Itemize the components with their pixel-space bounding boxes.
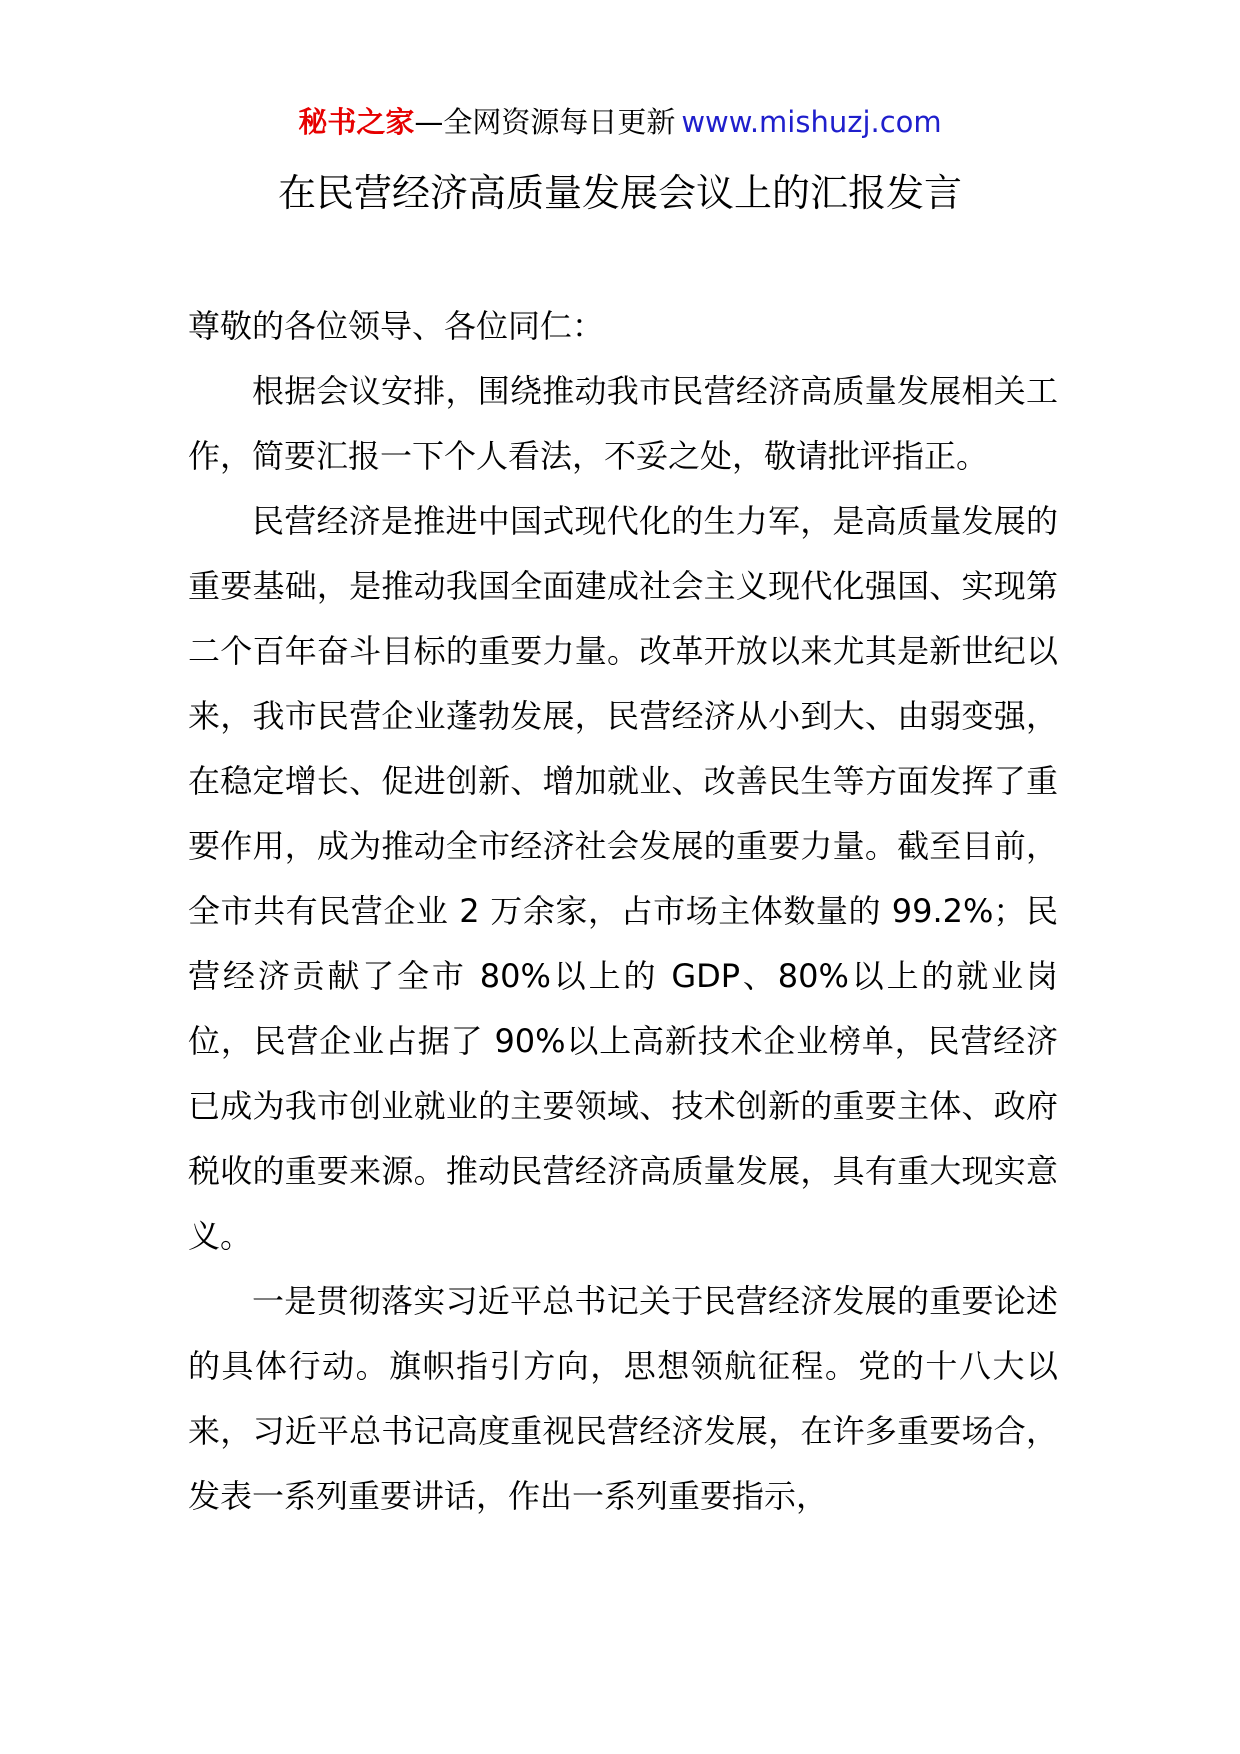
salutation: 尊敬的各位领导、各位同仁： xyxy=(188,307,605,345)
paragraph-private-economy: 民营经济是推进中国式现代化的生力军，是高质量发展的重要基础，是推动我国全面建成社会主义现代化强国、实现第二个百年奋斗目标的重要力量。改革开放以来尤其是新世纪以来，我市民营企业蓬勃发展，民营经济从小到大、由弱变强，在稳定增长、促进创新、增加就业、改善民生等方面发挥了重要作用，成为推动全市经济社会发展的重要力量。截至目前，全市共有民营企业 2 万余家，占市场主体数量的 99.2%；民营经济贡献了全市 80%以上的 GDP、80%以上的就业岗位，民营企业占据了 90%以上高新技术企业榜单，民营经济已成为我市创业就业的主要领域、技术创新的重要主体、政府税收的重要来源。推动民营经济高质量发展，具有重大现实意义。 xyxy=(188,502,1058,1255)
paragraph-intro: 根据会议安排，围绕推动我市民营经济高质量发展相关工作，简要汇报一下个人看法，不妥之处，敬请批评指正。 xyxy=(188,372,1058,475)
paragraph-point-one: 一是贯彻落实习近平总书记关于民营经济发展的重要论述的具体行动。旗帜指引方向，思想领航征程。党的十八大以来，习近平总书记高度重视民营经济发展，在许多重要场合，发表一系列重要讲话，作出一系列重要指示， xyxy=(188,1282,1058,1515)
site-url-link[interactable]: www.mishuzj.com xyxy=(681,105,942,139)
document-title: 在民营经济高质量发展会议上的汇报发言 xyxy=(277,171,962,215)
site-brand: 秘书之家 xyxy=(298,105,415,139)
site-header xyxy=(0,102,1240,142)
site-tagline: —全网资源每日更新 xyxy=(414,105,676,139)
document-body xyxy=(188,294,1058,1529)
